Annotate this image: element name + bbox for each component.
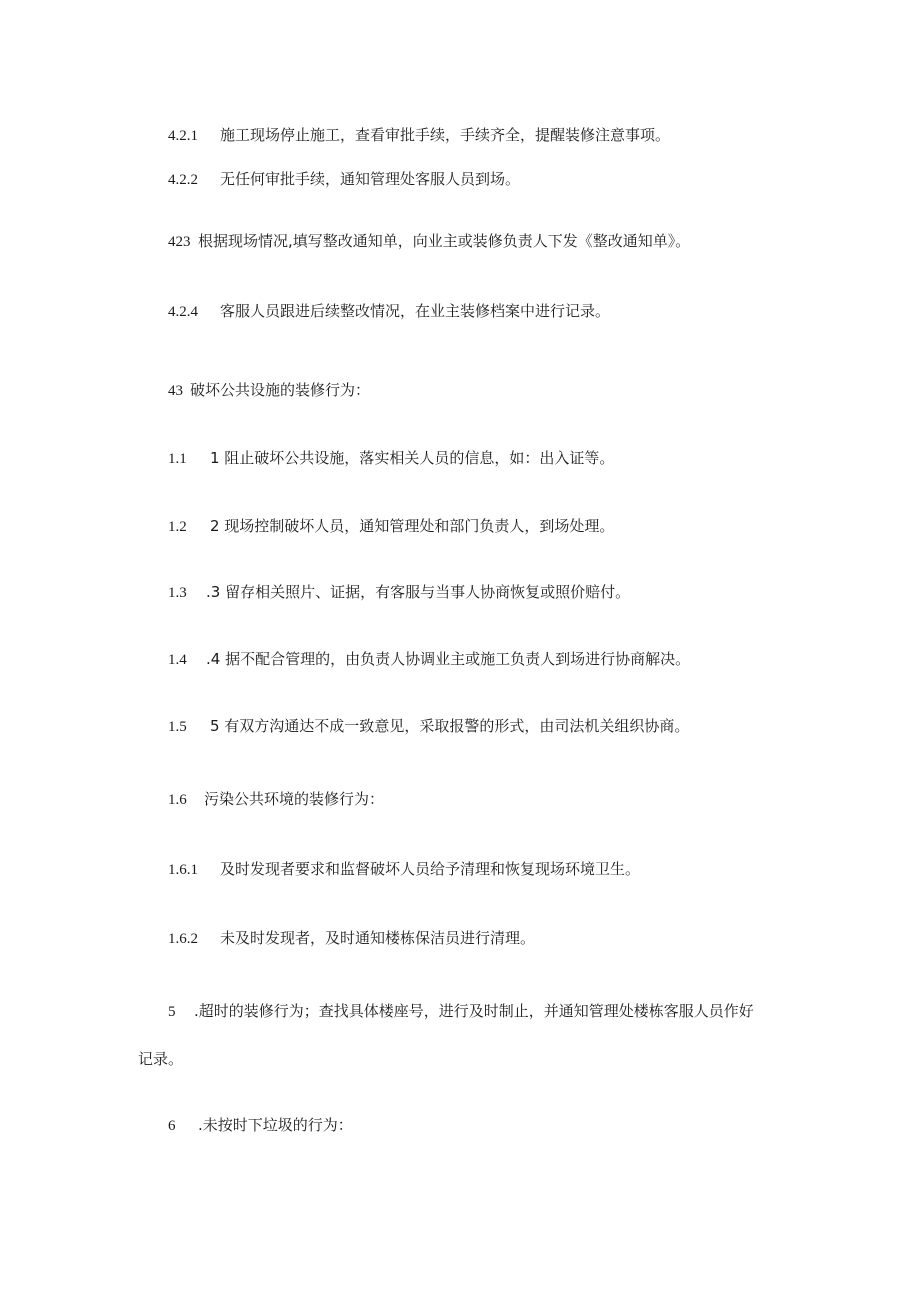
paragraph-text: 无任何审批手续，通知管理处客服人员到场。 [220, 170, 521, 188]
paragraph-4-3 [168, 380, 370, 401]
paragraph-text: .超时的装修行为；查找具体楼座号，进行及时制止，并通知管理处楼栋客服人员作好 [194, 1002, 754, 1020]
paragraph-text: 污染公共环境的装修行为： [204, 790, 385, 808]
paragraph-text: 客服人员跟进后续整改情况，在业主装修档案中进行记录。 [220, 302, 611, 320]
paragraph-number: 423 [168, 234, 191, 250]
paragraph-text: 破坏公共设施的装修行为： [190, 381, 371, 399]
paragraph-text: 记录。 [138, 1050, 184, 1068]
paragraph-text: .4 据不配合管理的，由负责人协调业主或施工负责人到场进行协商解决。 [206, 650, 691, 668]
paragraph-text: 1 阻止破坏公共设施，落实相关人员的信息，如：出入证等。 [210, 449, 615, 467]
paragraph-5-continuation [138, 1049, 183, 1069]
paragraph-number: 4.2.2 [168, 172, 198, 188]
paragraph-number: 5 [168, 1004, 176, 1020]
paragraph-text: 根据现场情况,填写整改通知单，向业主或装修负责人下发《整改通知单》。 [198, 232, 691, 250]
paragraph-1-1 [168, 448, 614, 469]
paragraph-1-6-1 [168, 859, 640, 880]
paragraph-1-6 [168, 789, 384, 810]
paragraph-1-5 [168, 716, 689, 737]
paragraph-4-2-1 [168, 125, 670, 146]
paragraph-1-6-2 [168, 928, 535, 949]
paragraph-number: 1.1 [168, 451, 187, 467]
paragraph-number: 1.6.2 [168, 931, 198, 947]
paragraph-text: 未及时发现者，及时通知楼栋保洁员进行清理。 [220, 929, 536, 947]
paragraph-text: .3 留存相关照片、证据，有客服与当事人协商恢复或照价赔付。 [206, 583, 631, 601]
paragraph-text: 2 现场控制破坏人员，通知管理处和部门负责人，到场处理。 [210, 517, 615, 535]
paragraph-6 [168, 1115, 353, 1136]
paragraph-4-2-2 [168, 169, 520, 190]
paragraph-number: 1.2 [168, 519, 187, 535]
paragraph-number: 4.2.4 [168, 304, 198, 320]
paragraph-text: 5 有双方沟通达不成一致意见，采取报警的形式，由司法机关组织协商。 [210, 717, 690, 735]
paragraph-text: 施工现场停止施工，查看审批手续，手续齐全，提醒装修注意事项。 [220, 126, 671, 144]
paragraph-number: 1.5 [168, 719, 187, 735]
paragraph-number: 1.4 [168, 652, 187, 668]
paragraph-text: 及时发现者要求和监督破坏人员给予清理和恢复现场环境卫生。 [220, 860, 641, 878]
paragraph-number: 1.3 [168, 585, 187, 601]
paragraph-4-2-4 [168, 301, 610, 322]
paragraph-number: 6 [168, 1118, 176, 1134]
paragraph-1-4 [168, 649, 690, 670]
paragraph-number: 4.2.1 [168, 128, 198, 144]
paragraph-number: 1.6 [168, 792, 187, 808]
paragraph-4-2-3 [168, 231, 690, 252]
paragraph-1-2 [168, 516, 614, 537]
paragraph-number: 43 [168, 383, 183, 399]
paragraph-text: .未按时下垃圾的行为： [198, 1116, 353, 1134]
paragraph-1-3 [168, 582, 630, 603]
paragraph-5 [168, 1001, 754, 1022]
paragraph-number: 1.6.1 [168, 862, 198, 878]
